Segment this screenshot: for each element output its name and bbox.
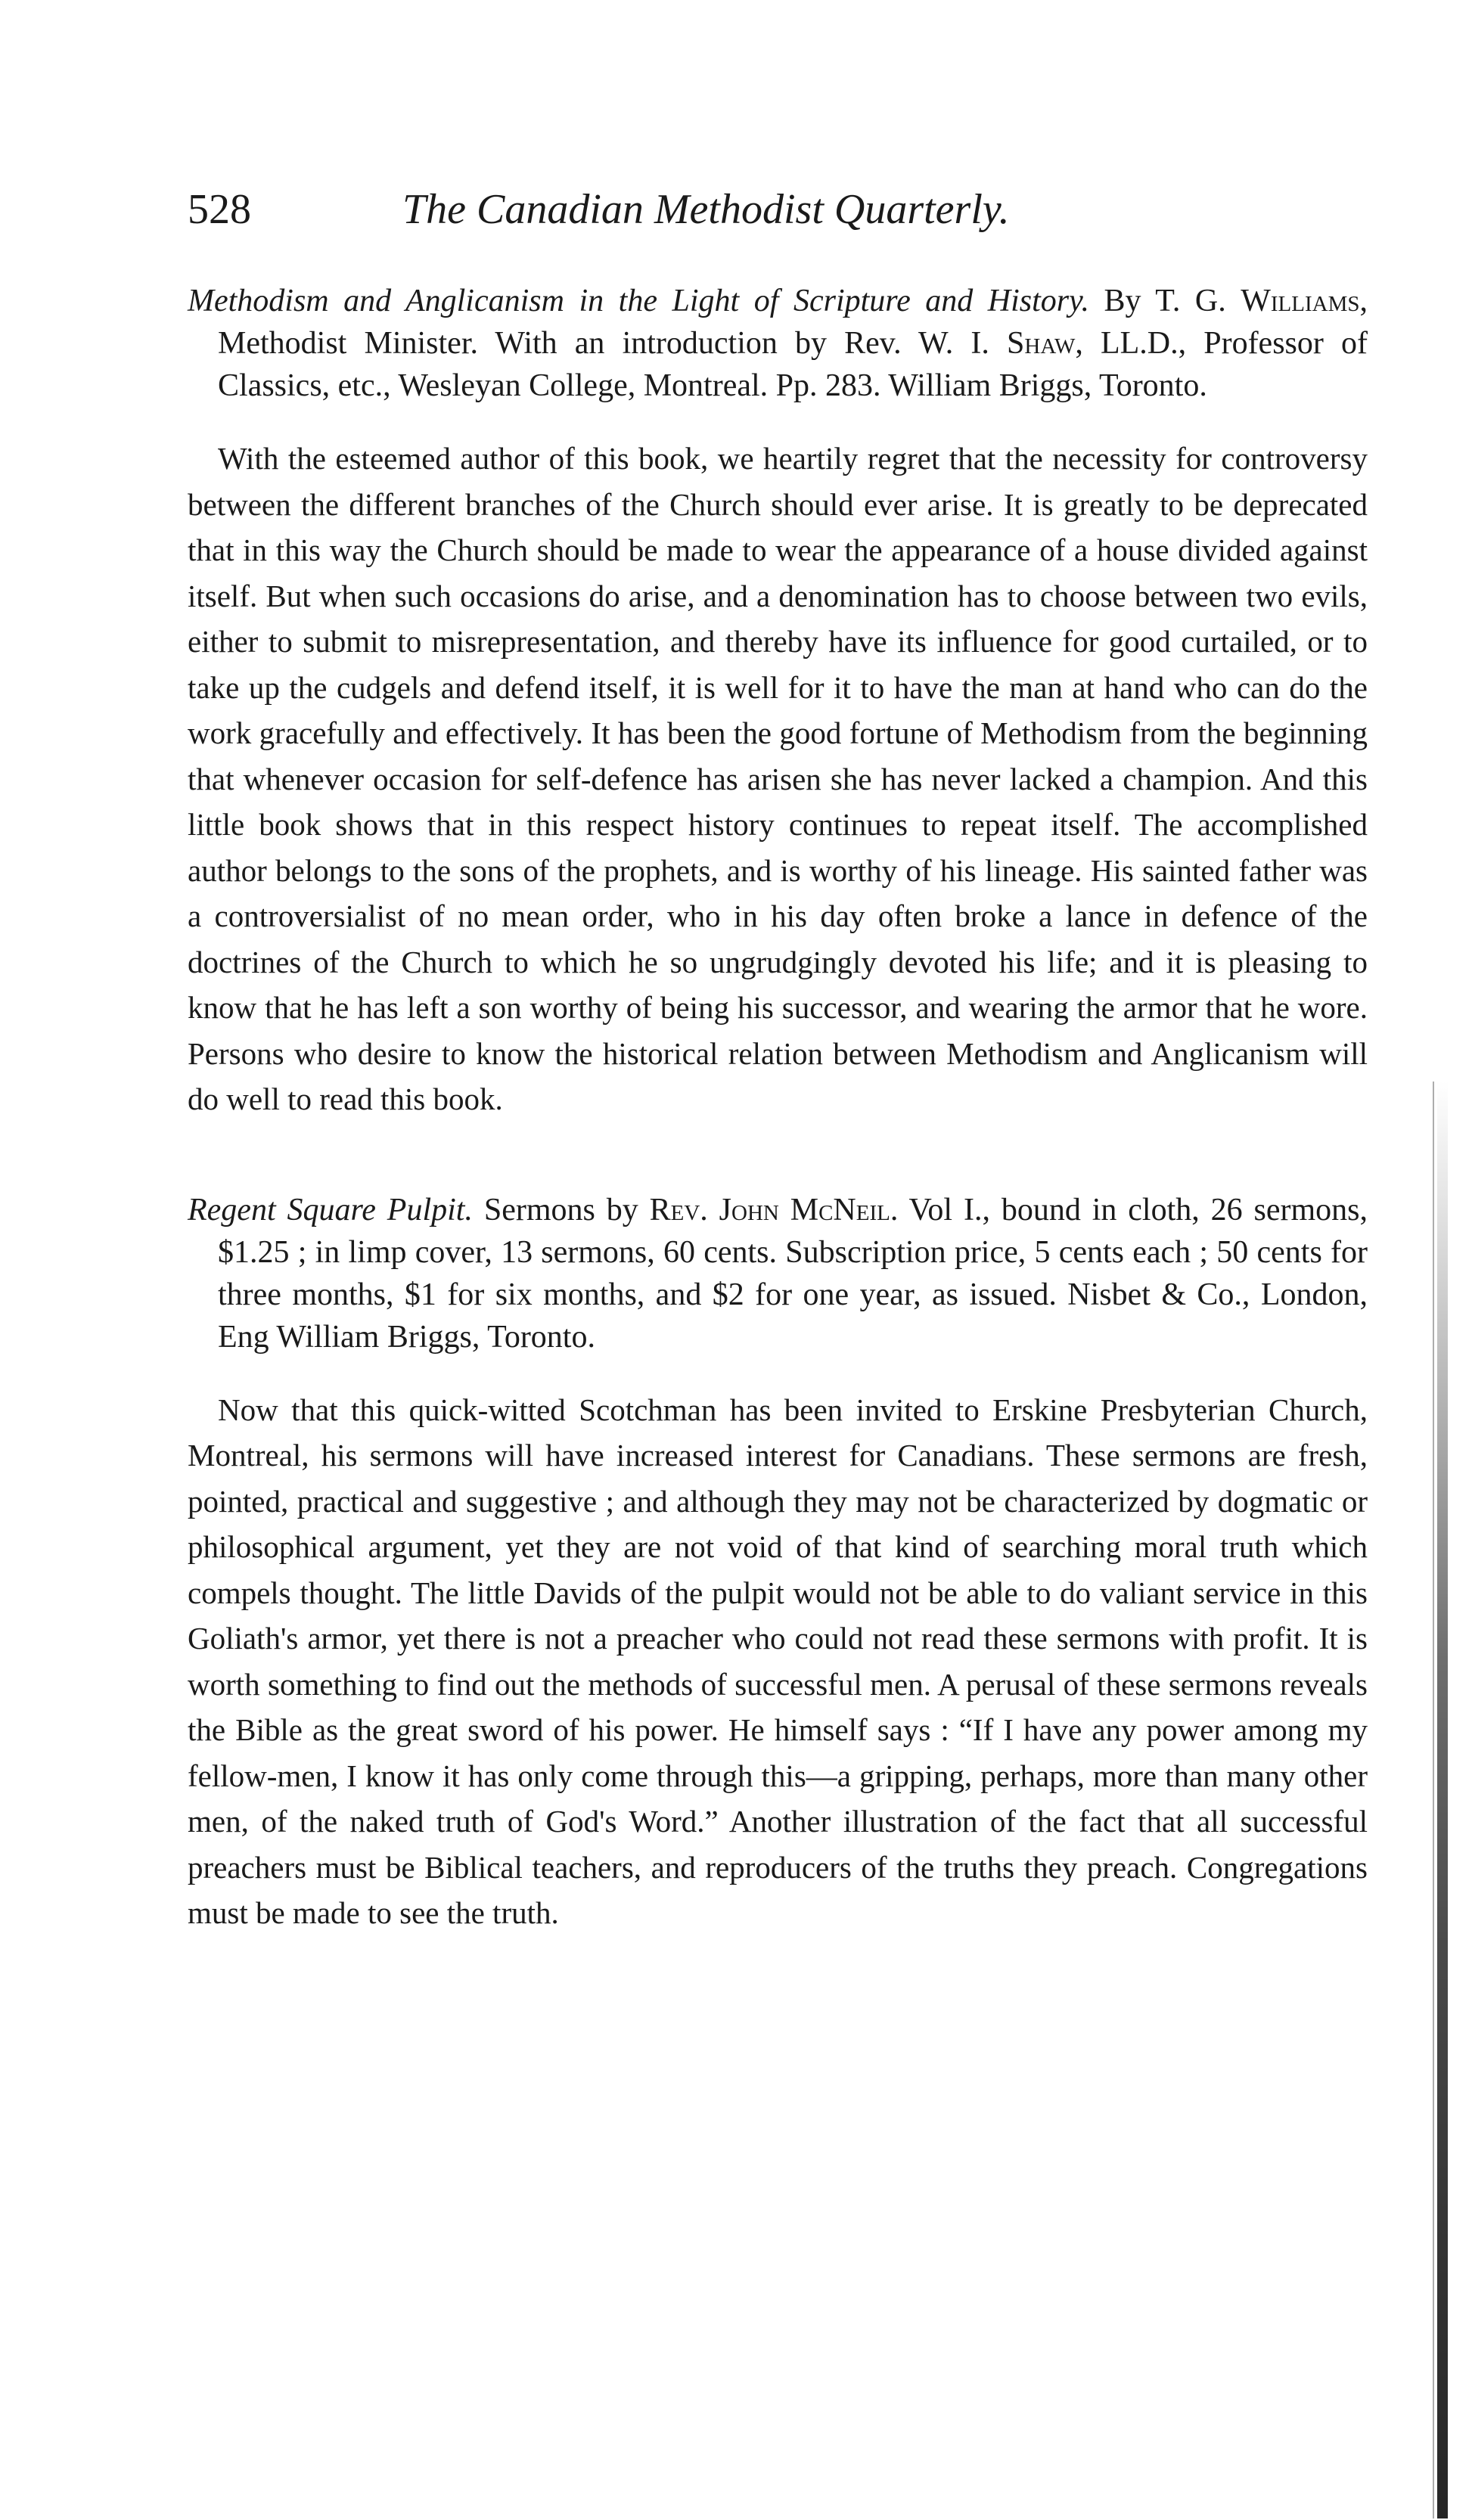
scan-edge-strip — [1437, 1082, 1448, 2518]
citation-text-1a: By T. G. — [1088, 284, 1241, 318]
review-body-1: With the esteemed author of this book, we heartily regret that the necessity for controversy between the different branches of the Church should ever arise. It is greatly to be deprecated that in this way the Church should be made to wear the appearance of a house divided against itself. But when such occasions do arise, and a denomination has to choose between two evils, either to submit to misrepresentation, and thereby have its influence for good curtailed, or to take up the cudgels and defend itself, it is well for it to have the man at hand who can do the work gracefully and effectively. It has been the good fortune of Methodism from the beginning that whenever occasion for self-defence has arisen she has never lacked a champion. And this little book shows that in this respect history continues to repeat itself. The accomplished author belongs to the sons of the prophets, and is worthy of his lineage. His sainted father was a controversialist of no mean order, who in his day often broke a lance in defence of the doctrines of the Church to which he so ungrudgingly devoted his life; and it is pleasing to know that he has left a son worthy of being his successor, and wearing the armor that he wore. Persons who desire to know the historical relation between Methodism and Anglicanism will do well to read this book. — [188, 441, 1368, 1116]
review-citation-2 — [188, 1189, 1368, 1358]
journal-title: The Canadian Methodist Quarterly. — [402, 186, 1010, 233]
page-content — [188, 280, 1368, 1936]
spacer — [188, 1122, 1368, 1189]
review-citation-1 — [188, 280, 1368, 407]
scan-edge-artifact — [1428, 1082, 1458, 2518]
author-name-1: Williams — [1241, 284, 1360, 318]
citation-text-1c: , LL.D., Professor of Classics, etc., Wesleyan College, Montreal. Pp. 283. William Briggs, Toronto. — [218, 326, 1368, 403]
page-number: 528 — [188, 186, 251, 233]
citation-text-1b: , Methodist Minister. With an introduction by Rev. W. I. — [218, 284, 1368, 361]
running-head — [188, 175, 1368, 244]
book-title-1: Methodism and Anglicanism in the Light of Scripture and History. — [188, 284, 1089, 318]
introducer-name-1: Shaw — [1007, 326, 1076, 361]
citation-text-2b: . Vol I., bound in cloth, 26 sermons, $1.25 ; in limp cover, 13 sermons, 60 cents. Subscription price, 5 cents each ; 50 cents for three months, $1 for six months, and $2 for one year, as issued. Nisbet & Co., London, Eng William Briggs, Toronto. — [218, 1192, 1368, 1355]
spacer — [188, 407, 1368, 436]
review-body-2: Now that this quick-witted Scotchman has been invited to Erskine Presbyterian Church, Montreal, his sermons will have increased interest for Canadians. These sermons are fresh, pointed, practical and suggestive ; and although they may not be characterized by dogmatic or philosophical argument, yet they are not void of that kind of searching moral truth which compels thought. The little Davids of the pulpit would not be able to do valiant service in this Goliath's armor, yet there is not a preacher who could not read these sermons with profit. It is worth something to find out the methods of successful men. A perusal of these sermons reveals the Bible as the great sword of his power. He himself says : “If I have any power among my fellow-men, I know it has only come through this—a gripping, perhaps, more than many other men, of the naked truth of God's Word.” Another illustration of the fact that all successful preachers must be Biblical teachers, and reproducers of the truths they preach. Congregations must be made to see the truth. — [188, 1392, 1368, 1930]
spacer — [188, 1358, 1368, 1387]
author-name-2: Rev. John McNeil — [649, 1192, 890, 1227]
book-title-2: Regent Square Pulpit. — [188, 1192, 473, 1227]
scan-edge-line — [1433, 1082, 1434, 2518]
citation-text-2a: Sermons by — [472, 1192, 650, 1227]
